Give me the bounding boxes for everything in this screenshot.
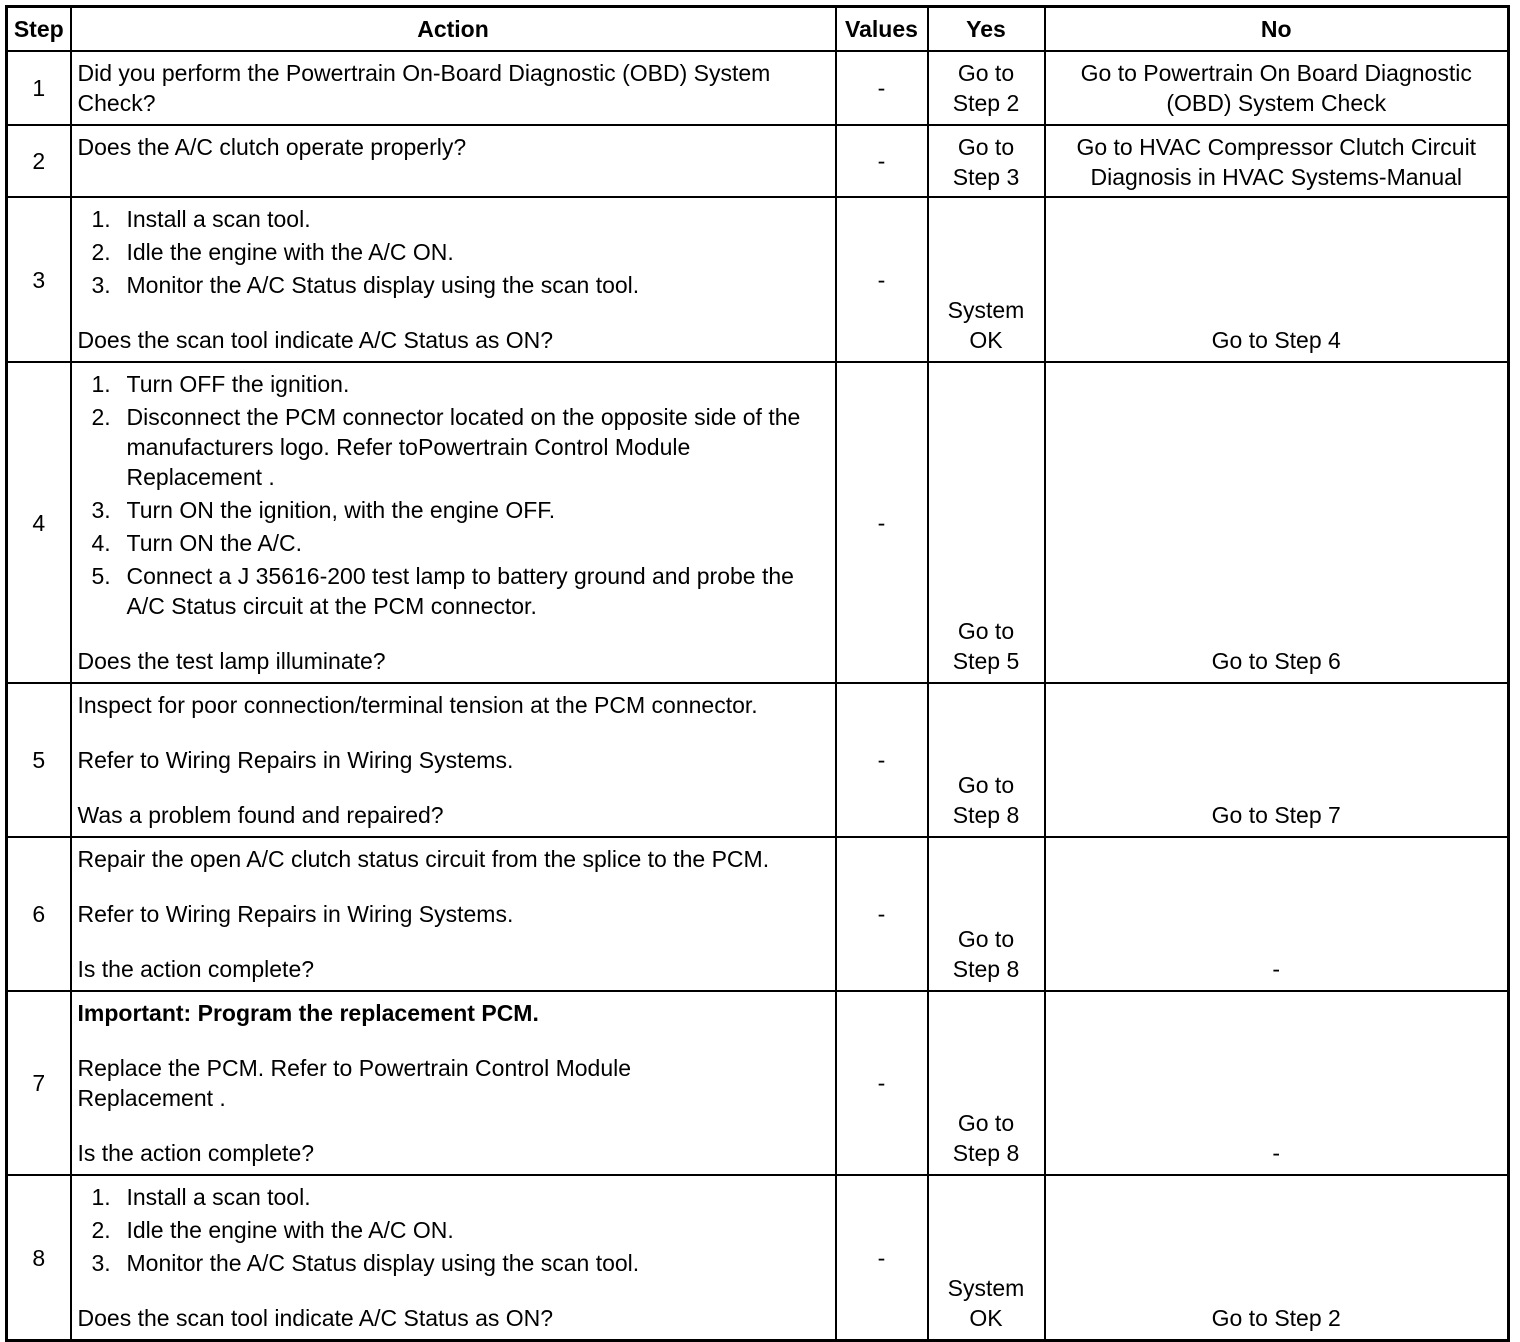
step-number: 4 — [7, 362, 71, 683]
action-text: Refer to Wiring Repairs in Wiring Systems. — [77, 747, 514, 773]
step-number: 5 — [7, 683, 71, 837]
no-cell — [1045, 837, 1509, 991]
yes-line: Go to — [957, 772, 1015, 798]
no-cell — [1045, 51, 1509, 125]
action-text: Repair the open A/C clutch status circuit from the splice to the PCM. — [77, 846, 770, 872]
no-cell — [1045, 991, 1509, 1175]
action-steps — [78, 1182, 829, 1278]
no-line: Go to Step 7 — [1211, 802, 1341, 828]
no-line: Go to Step 4 — [1211, 327, 1341, 353]
action-steps — [78, 369, 829, 621]
action-steps — [78, 204, 829, 300]
header-step: Step — [7, 7, 71, 52]
list-item: 2. Idle the engine with the A/C ON. — [91, 1217, 454, 1243]
action-text: Did you perform the Powertrain On-Board Diagnostic (OBD) System Check? — [77, 60, 771, 116]
action-cell — [71, 837, 836, 991]
yes-cell — [928, 51, 1045, 125]
yes-line: Step 8 — [952, 956, 1020, 982]
list-item: 2. Idle the engine with the A/C ON. — [91, 239, 454, 265]
action-question: Is the action complete? — [77, 1140, 315, 1166]
values-cell: - — [836, 1175, 928, 1341]
action-cell — [71, 683, 836, 837]
list-item: 3. Turn ON the ignition, with the engine OFF. — [91, 497, 556, 523]
action-cell — [71, 125, 836, 197]
yes-line: Go to — [957, 618, 1015, 644]
table-row — [7, 51, 1509, 125]
action-question: Was a problem found and repaired? — [77, 802, 444, 828]
action-text: Does the A/C clutch operate properly? — [77, 134, 467, 160]
action-cell — [71, 1175, 836, 1341]
no-cell — [1045, 197, 1509, 362]
important-note: Important: Program the replacement PCM. — [77, 1000, 539, 1026]
yes-line: Step 5 — [952, 648, 1020, 674]
yes-line: OK — [969, 1305, 1003, 1331]
action-cell — [71, 51, 836, 125]
list-item: 3. Monitor the A/C Status display using the scan tool. — [91, 1250, 640, 1276]
yes-line: Go to — [957, 134, 1015, 160]
action-question: Does the test lamp illuminate? — [77, 648, 386, 674]
list-item: 1. Install a scan tool. — [91, 1184, 311, 1210]
step-number: 7 — [7, 991, 71, 1175]
values-cell: - — [836, 991, 928, 1175]
no-line: - — [1272, 1140, 1281, 1166]
action-cell — [71, 197, 836, 362]
no-line: Go to Step 2 — [1211, 1305, 1341, 1331]
table-row — [7, 837, 1509, 991]
values-cell: - — [836, 362, 928, 683]
yes-cell — [928, 1175, 1045, 1341]
no-cell — [1045, 125, 1509, 197]
action-text: Inspect for poor connection/terminal tension at the PCM connector. — [77, 692, 758, 718]
action-cell — [71, 362, 836, 683]
step-number: 3 — [7, 197, 71, 362]
action-question: Does the scan tool indicate A/C Status as ON? — [77, 327, 554, 353]
list-item: 1. Install a scan tool. — [91, 206, 311, 232]
header-row — [7, 7, 1509, 52]
table-row — [7, 362, 1509, 683]
list-item: 1. Turn OFF the ignition. — [91, 371, 350, 397]
step-number: 1 — [7, 51, 71, 125]
no-line: Go to Powertrain On Board Diagnostic — [1080, 60, 1472, 86]
yes-cell — [928, 125, 1045, 197]
header-yes: Yes — [928, 7, 1045, 52]
no-line: Diagnosis in HVAC Systems-Manual — [1090, 164, 1463, 190]
list-item: 4. Turn ON the A/C. — [91, 530, 303, 556]
yes-cell — [928, 683, 1045, 837]
no-line: (OBD) System Check — [1166, 90, 1387, 116]
yes-line: Go to — [957, 1110, 1015, 1136]
action-text: Replace the PCM. Refer to Powertrain Control Module Replacement . — [77, 1055, 632, 1111]
header-values: Values — [836, 7, 928, 52]
values-cell: - — [836, 837, 928, 991]
action-text: Refer to Wiring Repairs in Wiring Systems. — [77, 901, 514, 927]
yes-line: Go to — [957, 60, 1015, 86]
values-cell: - — [836, 125, 928, 197]
yes-cell — [928, 197, 1045, 362]
yes-line: Step 2 — [952, 90, 1020, 116]
yes-cell — [928, 991, 1045, 1175]
no-line: Go to Step 6 — [1211, 648, 1341, 674]
yes-line: System — [947, 1275, 1025, 1301]
step-number: 2 — [7, 125, 71, 197]
yes-line: Go to — [957, 926, 1015, 952]
action-cell — [71, 991, 836, 1175]
step-number: 8 — [7, 1175, 71, 1341]
list-item: 3. Monitor the A/C Status display using the scan tool. — [91, 272, 640, 298]
table-row — [7, 1175, 1509, 1341]
table-row — [7, 683, 1509, 837]
table-row — [7, 197, 1509, 362]
diagnostic-table — [5, 5, 1510, 1342]
yes-line: OK — [969, 327, 1003, 353]
step-number: 6 — [7, 837, 71, 991]
values-cell: - — [836, 197, 928, 362]
no-cell — [1045, 683, 1509, 837]
no-cell — [1045, 362, 1509, 683]
no-cell — [1045, 1175, 1509, 1341]
yes-cell — [928, 837, 1045, 991]
yes-line: Step 3 — [952, 164, 1020, 190]
yes-line: Step 8 — [952, 1140, 1020, 1166]
values-cell: - — [836, 683, 928, 837]
action-question: Is the action complete? — [77, 956, 315, 982]
table-row — [7, 125, 1509, 197]
action-question: Does the scan tool indicate A/C Status as ON? — [77, 1305, 554, 1331]
no-line: - — [1272, 956, 1281, 982]
yes-line: System — [947, 297, 1025, 323]
yes-line: Step 8 — [952, 802, 1020, 828]
list-item: 2. Disconnect the PCM connector located on the opposite side of the manufacturers logo. Refer toPowertrain Control Module Replacement . — [91, 404, 801, 490]
yes-cell — [928, 362, 1045, 683]
no-line: Go to HVAC Compressor Clutch Circuit — [1076, 134, 1477, 160]
list-item: 5. Connect a J 35616-200 test lamp to battery ground and probe the A/C Status circuit at the PCM connector. — [91, 563, 794, 619]
header-no: No — [1045, 7, 1509, 52]
table-row — [7, 991, 1509, 1175]
header-action: Action — [71, 7, 836, 52]
values-cell: - — [836, 51, 928, 125]
